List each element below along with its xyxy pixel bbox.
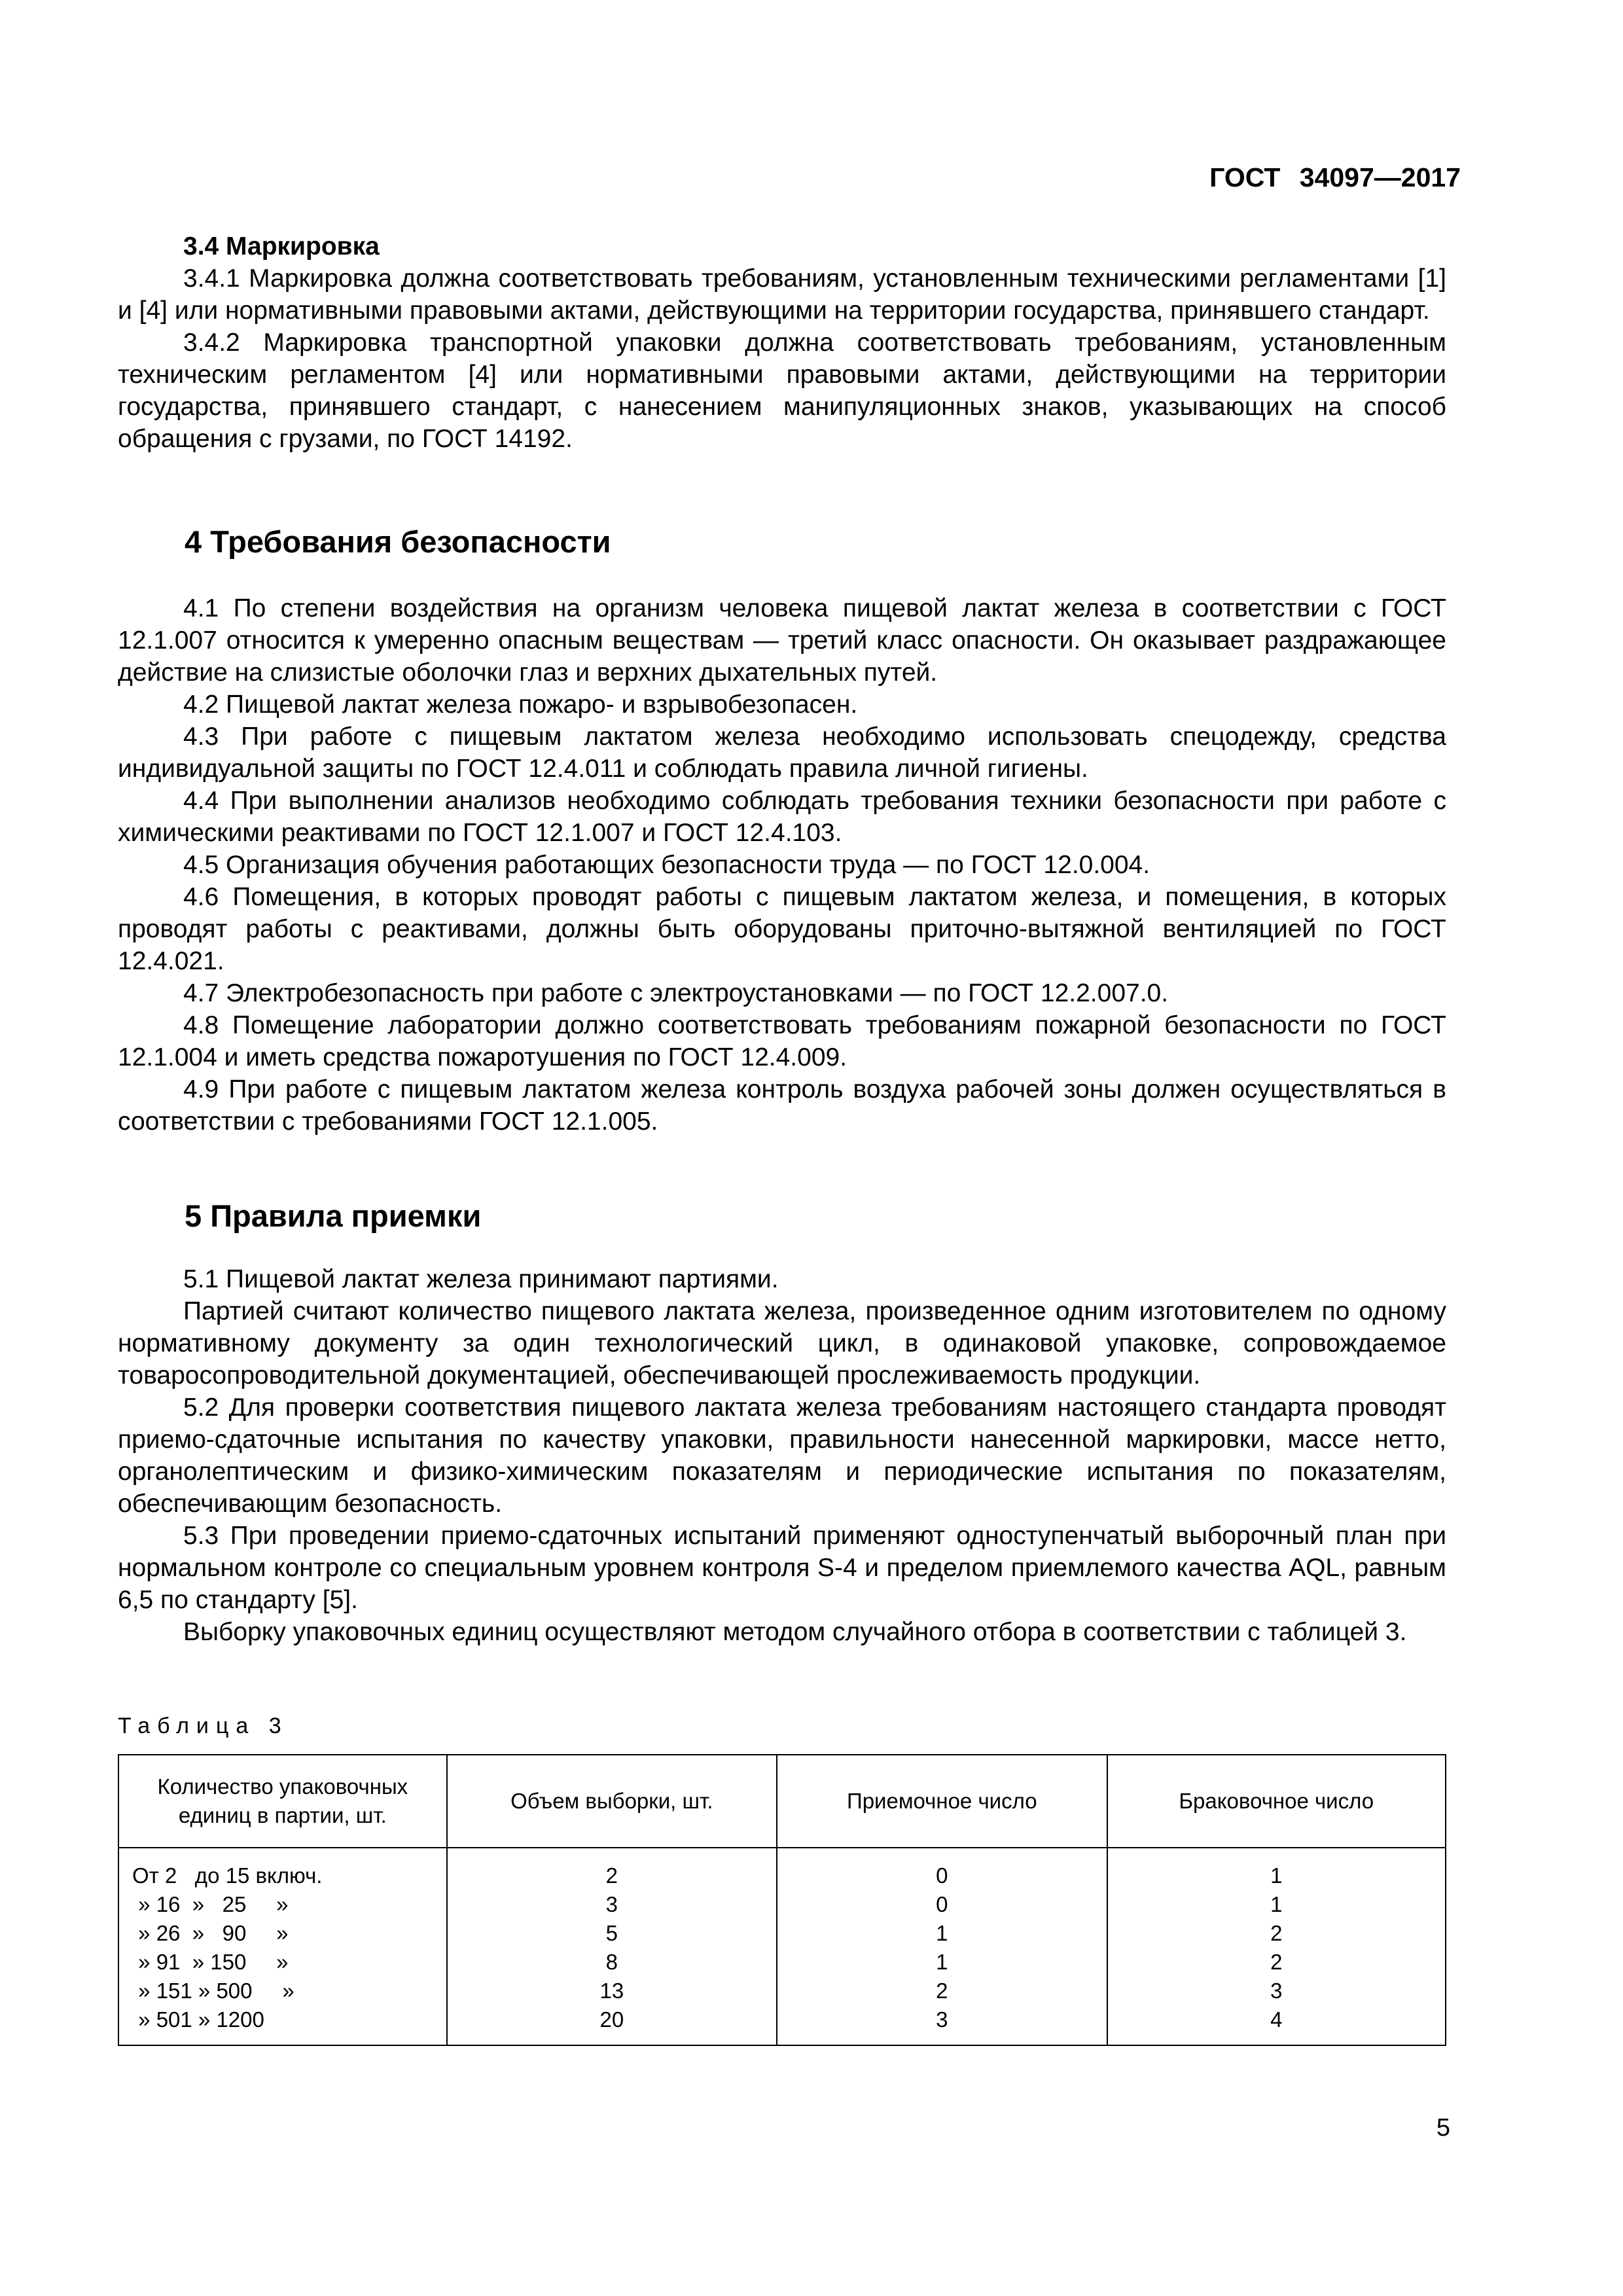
- table-header-cell: Приемочное число: [777, 1755, 1107, 1848]
- paragraph: 4.6 Помещения, в которых проводят работы с пищевым лактатом железа, и помещения, в которых проводят работы с реактивами, должны быть оборудованы приточно-вытяжной вентиляцией по ГОСТ 12.4.021.: [118, 883, 1446, 975]
- table-cell-line: 2: [936, 1979, 948, 2003]
- section-5-body: [118, 1263, 1446, 1648]
- sample-size-cell: [447, 1848, 777, 2045]
- table-cell-line: 3: [1270, 1979, 1283, 2003]
- table-cell-line: 20: [599, 2007, 624, 2032]
- table-cell-line: 1: [1270, 1863, 1283, 1888]
- paragraph: 5.1 Пищевой лактат железа принимают партиями.: [183, 1265, 779, 1293]
- table-cell-line: » 91 » 150 »: [132, 1950, 289, 1974]
- table-header-row: [118, 1755, 1446, 1848]
- table-caption: Таблица 3: [118, 1713, 289, 1738]
- paragraph: 4.9 При работе с пищевым лактатом железа контроль воздуха рабочей зоны должен осуществляться в соответствии с требованиями ГОСТ 12.1.005.: [118, 1075, 1446, 1136]
- table-cell-line: От 2 до 15 включ.: [132, 1863, 323, 1888]
- table-cell-line: 3: [605, 1892, 618, 1916]
- page-number: 5: [1436, 2114, 1450, 2142]
- paragraph: 4.4 При выполнении анализов необходимо соблюдать требования техники безопасности при работе с химическими реактивами по ГОСТ 12.1.007 и ГОСТ 12.4.103.: [118, 787, 1446, 847]
- paragraph: Выборку упаковочных единиц осуществляют методом случайного отбора в соответствии с таблицей 3.: [183, 1618, 1407, 1646]
- table-header-cell: Объем выборки, шт.: [447, 1755, 777, 1848]
- table-cell-line: 1: [936, 1950, 948, 1974]
- table-cell-line: 13: [599, 1979, 624, 2003]
- table-cell-line: 0: [936, 1892, 948, 1916]
- table-cell-line: 3: [936, 2007, 948, 2032]
- section-title: 4 Требования безопасности: [185, 524, 611, 559]
- lot-size-cell: [118, 1848, 447, 2045]
- table-header-cell: Количество упаковочных единиц в партии, шт.: [118, 1755, 447, 1848]
- table-cell-line: 4: [1270, 2007, 1283, 2032]
- table-cell-line: » 151 » 500 »: [132, 1979, 294, 2003]
- document-code: ГОСТ 34097—2017: [1209, 162, 1461, 192]
- table-cell-line: 1: [936, 1921, 948, 1945]
- table-3: [118, 1754, 1446, 2046]
- paragraph: 4.1 По степени воздействия на организм человека пищевой лактат железа в соответствии с ГОСТ 12.1.007 относится к умеренно опасным веществам — третий класс опасности. Он оказывает раздражающее действие на слизистые оболочки глаз и верхних дыхательных путей.: [118, 594, 1446, 687]
- table-cell-line: 2: [605, 1863, 618, 1888]
- acceptance-number-cell: [777, 1848, 1107, 2045]
- table-cell-line: 1: [1270, 1892, 1283, 1916]
- table-cell-line: 0: [936, 1863, 948, 1888]
- table-cell-line: 5: [605, 1921, 618, 1945]
- paragraph: 5.2 Для проверки соответствия пищевого лактата железа требованиям настоящего стандарта проводят приемо-сдаточные испытания по качеству упаковки, правильности нанесенной маркировки, массе нетто, органолептическим и физико-химическим показателям и периодические испытания по показателям, обеспечивающим безопасность.: [118, 1393, 1446, 1518]
- section-3-4: [118, 230, 1446, 455]
- table-cell-line: » 501 » 1200: [132, 2007, 264, 2032]
- table-cell-line: » 16 » 25 »: [132, 1892, 289, 1916]
- paragraph: 3.4.1 Маркировка должна соответствовать требованиям, установленным техническими регламентами [1] и [4] или нормативными правовыми актами, действующими на территории государства, принявшего стандарт.: [118, 264, 1446, 325]
- paragraph: 4.8 Помещение лаборатории должно соответствовать требованиям пожарной безопасности по ГОСТ 12.1.004 и иметь средства пожаротушения по ГОСТ 12.4.009.: [118, 1011, 1446, 1071]
- rejection-number-cell: [1107, 1848, 1446, 2045]
- table-cell-line: 2: [1270, 1921, 1283, 1945]
- table-row: [118, 1848, 1446, 2045]
- table-header-cell: Браковочное число: [1107, 1755, 1446, 1848]
- paragraph: 4.7 Электробезопасность при работе с электроустановками — по ГОСТ 12.2.007.0.: [183, 979, 1169, 1007]
- paragraph: 4.5 Организация обучения работающих безопасности труда — по ГОСТ 12.0.004.: [183, 851, 1150, 879]
- subsection-title: 3.4 Маркировка: [183, 232, 380, 260]
- section-4-body: [118, 592, 1446, 1138]
- table-cell-line: 8: [605, 1950, 618, 1974]
- paragraph: 3.4.2 Маркировка транспортной упаковки должна соответствовать требованиям, установленным техническим регламентом [4] или нормативными правовыми актами, действующими на территории государства, принявшего стандарт, с нанесением манипуляционных знаков, указывающих на способ обращения с грузами, по ГОСТ 14192.: [118, 329, 1446, 453]
- paragraph: Партией считают количество пищевого лактата железа, произведенное одним изготовителем по одному нормативному документу за один технологический цикл, в одинаковой упаковке, сопровождаемое товаросопроводительной документацией, обеспечивающей прослеживаемость продукции.: [118, 1297, 1446, 1390]
- paragraph: 4.2 Пищевой лактат железа пожаро- и взрывобезопасен.: [183, 691, 858, 719]
- section-title: 5 Правила приемки: [185, 1198, 482, 1233]
- table-cell-line: 2: [1270, 1950, 1283, 1974]
- paragraph: 4.3 При работе с пищевым лактатом железа необходимо использовать спецодежду, средства индивидуальной защиты по ГОСТ 12.4.011 и соблюдать правила личной гигиены.: [118, 723, 1446, 783]
- paragraph: 5.3 При проведении приемо-сдаточных испытаний применяют одноступенчатый выборочный план при нормальном контроле со специальным уровнем контроля S-4 и пределом приемлемого качества AQL, равным 6,5 по стандарту [5].: [118, 1522, 1446, 1614]
- table-cell-line: » 26 » 90 »: [132, 1921, 289, 1945]
